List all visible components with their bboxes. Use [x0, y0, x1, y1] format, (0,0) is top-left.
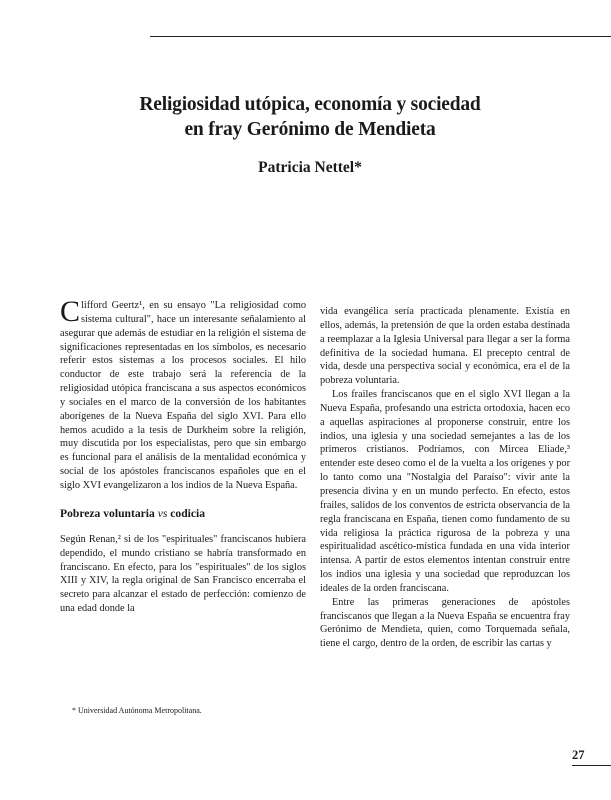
section-heading-tail: codicia [170, 506, 206, 520]
title-line-1: Religiosidad utópica, economía y sociedad [139, 94, 481, 115]
article-author: Patricia Nettel* [258, 159, 362, 176]
article-title [60, 92, 560, 142]
author-affiliation-footnote: * Universidad Autónoma Metropolitana. [72, 706, 202, 715]
title-line-2: en fray Gerónimo de Mendieta [184, 119, 436, 140]
section-paragraph: Según Renan,² si de los "espirituales" franciscanos hubiera dependido, el mundo cristiano se habría transformado en franciscano. En efecto, para los "espirituales" de los siglos XIII y XIV, la regla original de San Francisco encerraba el secreto para alcanzar el estado de perfección: comienzo de una edad donde la [60, 533, 306, 615]
section-heading-text: Pobreza voluntaria [60, 506, 155, 520]
bottom-rule [572, 765, 611, 766]
section-heading [60, 507, 306, 521]
right-paragraph-3: Entre las primeras generaciones de apóstoles franciscanos que llegan a la Nueva España se encuentra fray Gerónimo de Mendieta, quien, como Torquemada señala, tiene el cargo, dentro de la orden, de escribir las cartas y [320, 596, 570, 650]
intro-text: lifford Geertz¹, en su ensayo "La religiosidad como sistema cultural", hace un interesante señalamiento al asegurar que además de estudiar en la religión el sistema de significaciones representadas en los símbolos, es necesario referir estos sistemas a los procesos sociales. El hilo conductor de este trabajo será la referencia de la religiosidad utópica franciscana a sus aspectos económicos y sociales en el marco de la conversión de los habitantes aborígenes de la Nueva España del siglo XVI. Para ello hemos acudido a la tesis de Durkheim sobre la religión, muy discutida por los especialistas, pero que sin embargo es funcional para el análisis de la mentalidad económica y social de los apóstoles franciscanos españoles que en el siglo XVI evangelizaron a los indios de la Nueva España. [60, 300, 306, 491]
drop-cap: C [60, 295, 81, 328]
right-column [320, 305, 570, 651]
right-paragraph-1: vida evangélica sería practicada plenamente. Existía en ellos, además, la pretensión de que la orden estaba destinada a reemplazar a la Iglesia Universal para llegar a ser la forma definitiva de la sociedad humana. El precepto central de vida, desde una perspectiva social y económica, era el de la pobreza voluntaria. [320, 306, 570, 387]
left-column [60, 295, 306, 616]
right-paragraph-2: Los frailes franciscanos que en el siglo XVI llegan a la Nueva España, profesando una estricta ortodoxia, hacen eco a aquellas aspiraciones al proponerse construir, entre los indios, una iglesia y una sociedad semejantes a las de los primeros cristianos. Podríamos, con Mircea Eliade,³ entender este deseo como el de la vuelta a los orígenes y por lo tanto como una "Nostalgia del Paraíso": vivir ante la presencia divina y en un mundo perfecto. En efecto, estos frailes, salidos de los conventos de estricta observancia de la regla franciscana en España, tienen como fundamento de su vida religiosa la práctica rigurosa de la pobreza y una espiritualidad ascético-mística fundada en una vida interior intensa. A partir de estos elementos intentan construir entre los indios una iglesia y una sociedad que reproduzcan los ideales de la orden franciscana. [320, 389, 570, 594]
intro-paragraph [60, 295, 306, 493]
section-heading-vs: vs [157, 506, 168, 520]
top-rule [150, 36, 611, 37]
page-number: 27 [572, 748, 585, 762]
